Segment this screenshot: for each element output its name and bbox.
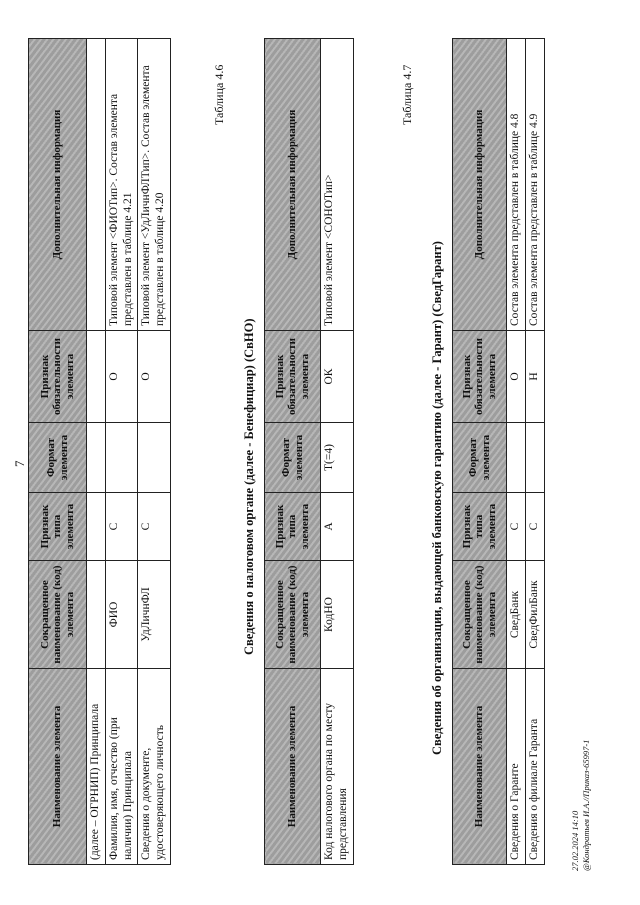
page-number: 7	[12, 460, 27, 467]
cell-format	[87, 423, 106, 493]
cell-code: СведБанк	[507, 561, 526, 669]
table-row	[507, 39, 526, 865]
table-header-row	[453, 39, 507, 865]
header-required: Признак обязательности элемента	[29, 331, 87, 423]
table-header-row	[29, 39, 87, 865]
header-type: Признак типа элемента	[29, 493, 87, 561]
cell-code: УдЛичнФЛ	[138, 561, 171, 669]
cell-name: (далее – ОГРНИП) Принципала	[87, 669, 106, 865]
cell-required	[87, 331, 106, 423]
cell-info: Состав элемента представлен в таблице 4.8	[507, 39, 526, 331]
cell-type: А	[321, 493, 354, 561]
cell-name: Фамилия, имя, отчество (при наличии) Принципала	[105, 669, 138, 865]
cell-code: СведФилБанк	[525, 561, 544, 669]
cell-format	[105, 423, 138, 493]
table-header-row	[265, 39, 321, 865]
table-4-6-title: Сведения о налоговом органе (далее - Бенефициар) (СвНО)	[242, 318, 256, 655]
header-name: Наименование элемента	[453, 669, 507, 865]
cell-info: Типовой элемент <ФИОТип>. Состав элемента представлен в таблице 4.21	[105, 39, 138, 331]
cell-required: О	[105, 331, 138, 423]
header-code: Сокращенное наименование (код) элемента	[265, 561, 321, 669]
cell-info: Типовой элемент <УдЛичнФЛТип>. Состав элемента представлен в таблице 4.20	[138, 39, 171, 331]
cell-type: С	[138, 493, 171, 561]
table-4-6	[264, 38, 354, 865]
cell-required: ОК	[321, 331, 354, 423]
cell-name: Сведения о Гаранте	[507, 669, 526, 865]
header-format: Формат элемента	[453, 423, 507, 493]
cell-name: Сведения о документе, удостоверяющего личность	[138, 669, 171, 865]
table-4-7	[452, 38, 545, 865]
cell-name: Сведения о филиале Гаранта	[525, 669, 544, 865]
cell-info	[87, 39, 106, 331]
cell-code: КодНО	[321, 561, 354, 669]
header-name: Наименование элемента	[265, 669, 321, 865]
stamp-signer: @Кондратьев И.А.//Приказ-65997-1	[581, 739, 592, 871]
cell-required: Н	[525, 331, 544, 423]
cell-format: T(=4)	[321, 423, 354, 493]
header-code: Сокращенное наименование (код) элемента	[453, 561, 507, 669]
table-row	[105, 39, 138, 865]
header-format: Формат элемента	[29, 423, 87, 493]
header-required: Признак обязательности элемента	[265, 331, 321, 423]
table-row	[138, 39, 171, 865]
cell-required: О	[507, 331, 526, 423]
header-info: Дополнительная информация	[265, 39, 321, 331]
header-type: Признак типа элемента	[265, 493, 321, 561]
cell-type: С	[105, 493, 138, 561]
header-info: Дополнительная информация	[453, 39, 507, 331]
cell-code	[87, 561, 106, 669]
table-row	[321, 39, 354, 865]
cell-type: С	[507, 493, 526, 561]
table-row	[525, 39, 544, 865]
cell-code: ФИО	[105, 561, 138, 669]
cell-type	[87, 493, 106, 561]
cell-name: Код налогового органа по месту представления	[321, 669, 354, 865]
table-row	[87, 39, 106, 865]
table-4-6-label: Таблица 4.6	[212, 64, 226, 125]
table-continuation	[28, 38, 171, 865]
cell-required: О	[138, 331, 171, 423]
header-format: Формат элемента	[265, 423, 321, 493]
cell-format	[507, 423, 526, 493]
header-name: Наименование элемента	[29, 669, 87, 865]
signature-stamp	[570, 740, 592, 871]
cell-format	[525, 423, 544, 493]
cell-type: С	[525, 493, 544, 561]
header-type: Признак типа элемента	[453, 493, 507, 561]
header-required: Признак обязательности элемента	[453, 331, 507, 423]
stamp-date: 27.02.2024 14:10	[570, 810, 580, 871]
header-info: Дополнительная информация	[29, 39, 87, 331]
cell-format	[138, 423, 171, 493]
cell-info: Типовой элемент <СОНОТип>	[321, 39, 354, 331]
header-code: Сокращенное наименование (код) элемента	[29, 561, 87, 669]
table-4-7-title: Сведения об организации, выдающей банковскую гарантию (далее - Гарант) (СведГарант)	[430, 241, 444, 755]
table-4-7-label: Таблица 4.7	[400, 64, 414, 125]
cell-info: Состав элемента представлен в таблице 4.9	[525, 39, 544, 331]
